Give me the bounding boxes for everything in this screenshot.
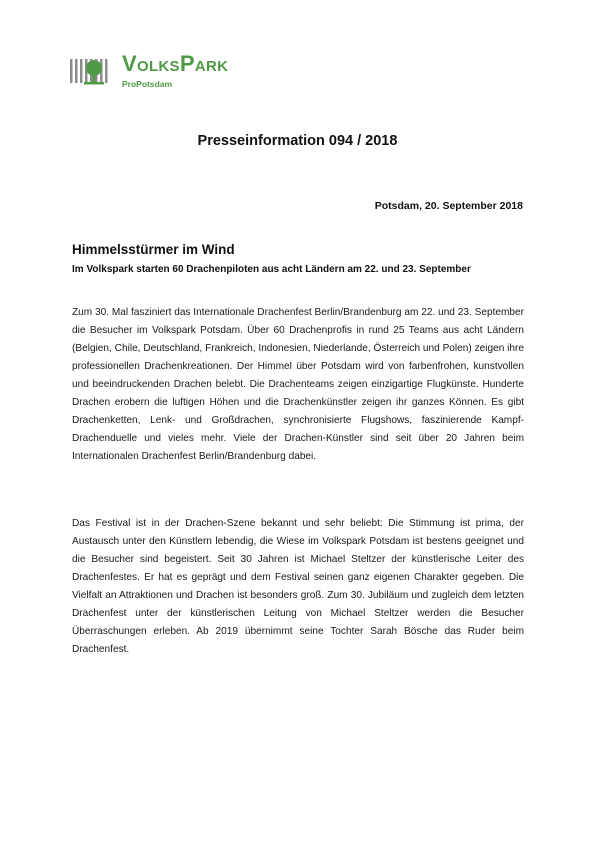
logo-subline: ProPotsdam <box>122 79 173 89</box>
article-subheadline: Im Volkspark starten 60 Drachenpiloten aus acht Ländern am 22. und 23. September <box>72 264 471 275</box>
logo-wordmark: VOLKSPARK <box>122 51 229 76</box>
volkspark-emblem-icon <box>70 55 116 87</box>
volkspark-logo <box>70 53 260 89</box>
release-date: Potsdam, 20. September 2018 <box>374 200 523 212</box>
article-headline: Himmelsstürmer im Wind <box>72 242 235 257</box>
press-release-title: Presseinformation 094 / 2018 <box>197 133 398 149</box>
body-paragraph: Das Festival ist in der Drachen-Szene bekannt und sehr beliebt: Die Stimmung ist prima, der Austausch unter den Künstlern lebendig, die Wiese im Volkspark Potsdam ist bestens geeignet und die Besucher sind begeistert. Seit 30 Jahren ist Michael Steltzer der künstlerische Leiter des Drachenfestes. Er hat es geprägt und dem Festival seinen ganz eigenen Charakter gegeben. Die Vielfalt an Attraktionen und Drachen ist besonders groß. Zum 30. Jubiläum und zugleich dem letzten Drachenfest unter der künstlerischen Leitung von Michael Steltzer werden die Besucher Überraschungen erleben. Ab 2019 übernimmt seine Tochter Sarah Bösche das Ruder beim Drachenfest. <box>72 518 524 655</box>
body-paragraph: Zum 30. Mal fasziniert das Internationale Drachenfest Berlin/Brandenburg am 22. und 23. September die Besucher im Volkspark Potsdam. Über 60 Drachenprofis in rund 25 Teams aus acht Ländern (Belgien, Chile, Deutschland, Frankreich, Indonesien, Niederlande, Österreich und Polen) zeigen ihre professionellen Drachenkreationen. Der Himmel über Potsdam wird von farbenfrohen, kunstvollen und beeindruckenden Drachen belebt. Die Drachenteams zeigen einzigartige Flugkünste. Hunderte Drachen erobern die luftigen Höhen und die Drachenkünstler zeigen ihr ganzes Können. Es gibt Drachenketten, Lenk- und Großdrachen, synchronisierte Flugshows, faszinierende Kampf-Drachenduelle und vieles mehr. Viele der Drachen-Künstler sind seit über 20 Jahren beim Internationalen Drachenfest Berlin/Brandenburg dabei. <box>72 307 524 462</box>
